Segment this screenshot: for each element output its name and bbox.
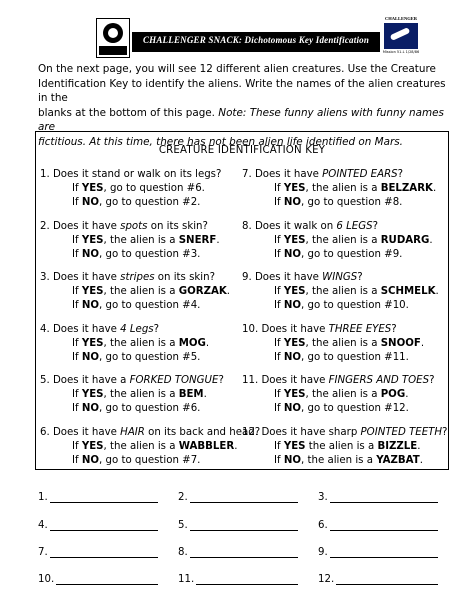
yes-branch-text: If <box>72 183 82 194</box>
answer-blank[interactable] <box>318 574 438 585</box>
alien-name: BEM <box>178 389 204 400</box>
shuttle-icon <box>384 23 418 49</box>
no-branch-text: If <box>72 454 82 466</box>
question-feature: spots <box>120 220 148 232</box>
answer-blank[interactable] <box>178 574 298 585</box>
yes-branch-text: . <box>405 389 409 400</box>
answer-line[interactable] <box>56 574 158 585</box>
question-text: 11. Does it have <box>242 375 329 386</box>
challenger-logo <box>382 16 420 58</box>
no-branch-text: , go to question #7. <box>99 454 201 466</box>
yes-branch-text: , the alien is a <box>305 234 381 246</box>
yes-branch-text: If <box>274 286 284 297</box>
question-feature: 4 Legs <box>120 323 154 335</box>
alien-name: YAZBAT <box>376 454 420 466</box>
key-question <box>40 168 221 210</box>
question-feature: POINTED TEETH <box>360 426 443 438</box>
intro-line: On the next page, you will see 12 different alien creatures. Use the Creature <box>38 63 436 75</box>
alien-name: WABBLER <box>178 440 235 452</box>
yes-label: YES <box>283 389 306 400</box>
blank-number: 8. <box>178 547 188 558</box>
yes-branch-text: If <box>72 286 82 297</box>
no-branch-text: , go to question #5. <box>99 351 201 363</box>
no-branch-text: , go to question #3. <box>99 248 201 260</box>
answer-line[interactable] <box>50 547 158 558</box>
intro-line: Identification Key to identify the aliens. Write the names of the alien creatures in the <box>38 77 446 105</box>
yes-branch-text: If <box>274 234 284 246</box>
no-label: NO <box>81 454 100 466</box>
key-question <box>40 271 230 313</box>
no-branch-text: , go to question #9. <box>301 248 403 260</box>
no-branch-text: , the alien is a <box>301 454 377 466</box>
yes-branch-text: If <box>274 389 284 400</box>
no-label: NO <box>283 403 302 414</box>
key-question <box>242 374 434 416</box>
question-feature: stripes <box>120 272 155 283</box>
answer-line[interactable] <box>330 520 438 531</box>
logo-left <box>96 18 130 58</box>
yes-branch-text: . <box>205 337 210 349</box>
no-label: NO <box>283 248 302 260</box>
blank-number: 5. <box>178 520 188 531</box>
no-label: NO <box>283 300 302 311</box>
question-text: 7. Does it have <box>242 169 323 180</box>
key-question <box>40 426 260 468</box>
blank-number: 4. <box>38 520 48 531</box>
yes-label: YES <box>283 440 306 452</box>
no-branch-text: . <box>419 454 423 466</box>
question-text: ? <box>391 323 397 335</box>
yes-label: YES <box>81 440 104 452</box>
key-question <box>40 323 209 365</box>
key-title: CREATURE IDENTIFICATION KEY <box>158 145 326 156</box>
question-text: ? <box>218 375 224 386</box>
key-question <box>242 220 433 262</box>
yes-branch-text: If <box>72 337 82 349</box>
question-text: 6. Does it have <box>40 426 121 438</box>
blank-number: 10. <box>38 574 55 585</box>
alien-name: BIZZLE <box>377 440 418 452</box>
question-feature: THREE EYES <box>328 323 392 335</box>
intro-note: Note: These funny aliens with funny names are <box>38 106 444 134</box>
yes-branch-text: . <box>226 286 230 297</box>
no-branch-text: If <box>274 351 284 363</box>
answer-line[interactable] <box>336 574 438 585</box>
challenger-logo-title: CHALLENGER <box>384 16 417 21</box>
yes-branch-text: If <box>72 440 82 452</box>
no-branch-text: If <box>274 197 284 208</box>
yes-label: YES <box>81 183 104 194</box>
no-branch-text: , go to question #10. <box>301 300 409 311</box>
blank-number: 12. <box>318 574 335 585</box>
answer-blank[interactable] <box>38 547 158 558</box>
question-text: 4. Does it have <box>40 323 121 335</box>
key-question <box>40 374 224 416</box>
yes-branch-text: , the alien is a <box>103 389 179 400</box>
no-label: NO <box>81 403 100 414</box>
yes-branch-text: . <box>429 234 433 246</box>
question-text: ? <box>357 272 363 283</box>
question-text: ? <box>429 375 435 386</box>
alien-name: SNOOF <box>380 337 421 349</box>
yes-branch-text: the alien is a <box>305 440 378 452</box>
answer-line[interactable] <box>196 574 298 585</box>
blank-number: 3. <box>318 492 328 503</box>
question-text: 10. Does it have <box>242 323 329 335</box>
yes-branch-text: , the alien is a <box>305 183 381 194</box>
answer-blank[interactable] <box>178 492 298 503</box>
yes-branch-text: . <box>203 389 207 400</box>
question-text: on its skin? <box>154 272 215 283</box>
question-text: ? <box>397 169 404 180</box>
key-question <box>242 323 424 365</box>
no-branch-text: If <box>72 351 82 363</box>
yes-branch-text: . <box>216 234 220 246</box>
yes-label: YES <box>283 337 306 349</box>
no-branch-text: If <box>72 197 82 208</box>
no-label: NO <box>283 351 302 363</box>
answer-line[interactable] <box>190 492 298 503</box>
key-question <box>242 168 436 210</box>
yes-branch-text: , the alien is a <box>305 286 381 297</box>
yes-branch-text: , the alien is a <box>103 337 179 349</box>
key-question <box>242 426 447 468</box>
answer-line[interactable] <box>50 492 158 503</box>
no-branch-text: If <box>274 403 284 414</box>
alien-name: GORZAK <box>178 286 227 297</box>
yes-branch-text: If <box>72 234 82 246</box>
key-question <box>242 271 439 313</box>
banner-title: CHALLENGER SNACK: Dichotomous Key Identification <box>142 35 370 45</box>
alien-name: RUDARG <box>380 234 430 246</box>
no-branch-text: , go to question #6. <box>99 403 201 414</box>
yes-label: YES <box>283 234 306 246</box>
challenger-logo-caption: Mission 51-L 1/28/86 <box>382 50 420 54</box>
blank-number: 7. <box>38 547 48 558</box>
no-branch-text: , go to question #2. <box>99 197 201 208</box>
yes-branch-text: . <box>417 440 421 452</box>
yes-label: YES <box>81 337 104 349</box>
question-text: ? <box>372 220 379 232</box>
yes-branch-text: If <box>274 440 284 452</box>
yes-branch-text: , the alien is a <box>103 440 179 452</box>
alien-name: MOG <box>178 337 206 349</box>
no-label: NO <box>283 454 302 466</box>
question-text: 1. Does it stand or walk on its legs? <box>40 169 222 180</box>
question-feature: FORKED TONGUE <box>129 375 219 386</box>
answer-line[interactable] <box>190 547 298 558</box>
no-label: NO <box>81 248 100 260</box>
yes-branch-text: . <box>420 337 425 349</box>
answer-blank[interactable] <box>318 520 438 531</box>
no-branch-text: If <box>274 300 284 311</box>
yes-label: YES <box>81 286 104 297</box>
question-feature: POINTED EARS <box>322 169 398 180</box>
answer-blank[interactable] <box>318 492 438 503</box>
no-label: NO <box>81 300 100 311</box>
yes-label: YES <box>283 183 306 194</box>
blank-number: 1. <box>38 492 48 503</box>
answer-blank[interactable] <box>38 520 158 531</box>
yes-branch-text: If <box>72 389 82 400</box>
question-text: 2. Does it have <box>40 220 121 232</box>
yes-branch-text: . <box>234 440 238 452</box>
question-text: on its back and head? <box>144 426 261 438</box>
no-branch-text: If <box>274 454 284 466</box>
yes-label: YES <box>81 234 104 246</box>
answer-line[interactable] <box>50 520 158 531</box>
no-branch-text: If <box>72 300 82 311</box>
yes-branch-text: , the alien is a <box>305 389 381 400</box>
yes-branch-text: If <box>274 183 284 194</box>
blank-number: 6. <box>318 520 328 531</box>
alien-name: BELZARK <box>380 183 433 194</box>
no-branch-text: If <box>274 248 284 260</box>
title-banner <box>132 32 380 52</box>
globe-icon <box>103 23 123 43</box>
yes-branch-text: . <box>432 183 437 194</box>
question-feature: HAIR <box>120 426 145 438</box>
no-label: NO <box>283 197 302 208</box>
question-feature: WINGS <box>322 272 358 283</box>
question-text: 9. Does it have <box>242 272 323 283</box>
yes-label: YES <box>283 286 306 297</box>
intro-note: fictitious. At this time, there has not been alien life identified on Mars. <box>38 135 403 148</box>
question-text: 3. Does it have <box>40 272 121 283</box>
key-question <box>40 220 220 262</box>
question-text: 5. Does it have a <box>40 375 130 386</box>
no-branch-text: , go to question #8. <box>301 197 403 208</box>
yes-label: YES <box>81 389 104 400</box>
yes-branch-text: . <box>435 286 439 297</box>
no-branch-text: , go to question #11. <box>301 351 409 363</box>
alien-name: SNERF <box>178 234 217 246</box>
question-text: 12. Does it have sharp <box>242 426 361 438</box>
logo-label-bar <box>99 46 127 55</box>
no-branch-text: , go to question #12. <box>301 403 409 414</box>
answer-line[interactable] <box>330 492 438 503</box>
yes-branch-text: , the alien is a <box>103 286 179 297</box>
question-text: ? <box>153 323 160 335</box>
question-text: ? <box>442 426 448 438</box>
blank-number: 9. <box>318 547 328 558</box>
no-branch-text: If <box>72 248 82 260</box>
answer-blank[interactable] <box>178 547 298 558</box>
question-feature: FINGERS AND TOES <box>328 375 430 386</box>
blank-number: 2. <box>178 492 188 503</box>
answer-blank[interactable] <box>38 574 158 585</box>
answer-line[interactable] <box>330 547 438 558</box>
question-feature: 6 LEGS <box>336 220 373 232</box>
alien-name: POG <box>380 389 406 400</box>
no-label: NO <box>81 351 100 363</box>
answer-blank[interactable] <box>318 547 438 558</box>
no-branch-text: , go to question #4. <box>99 300 201 311</box>
no-label: NO <box>81 197 100 208</box>
blank-number: 11. <box>178 574 195 585</box>
alien-name: SCHMELK <box>380 286 436 297</box>
yes-branch-text: If <box>274 337 284 349</box>
answer-blank[interactable] <box>38 492 158 503</box>
no-branch-text: If <box>72 403 82 414</box>
answer-line[interactable] <box>190 520 298 531</box>
question-text: on its skin? <box>147 220 208 232</box>
yes-branch-text: , the alien is a <box>103 234 179 246</box>
yes-branch-text: , the alien is a <box>305 337 381 349</box>
yes-branch-text: , go to question #6. <box>103 183 205 194</box>
intro-line: blanks at the bottom of this page. <box>38 106 219 119</box>
question-text: 8. Does it walk on <box>242 220 337 232</box>
answer-blank[interactable] <box>178 520 298 531</box>
